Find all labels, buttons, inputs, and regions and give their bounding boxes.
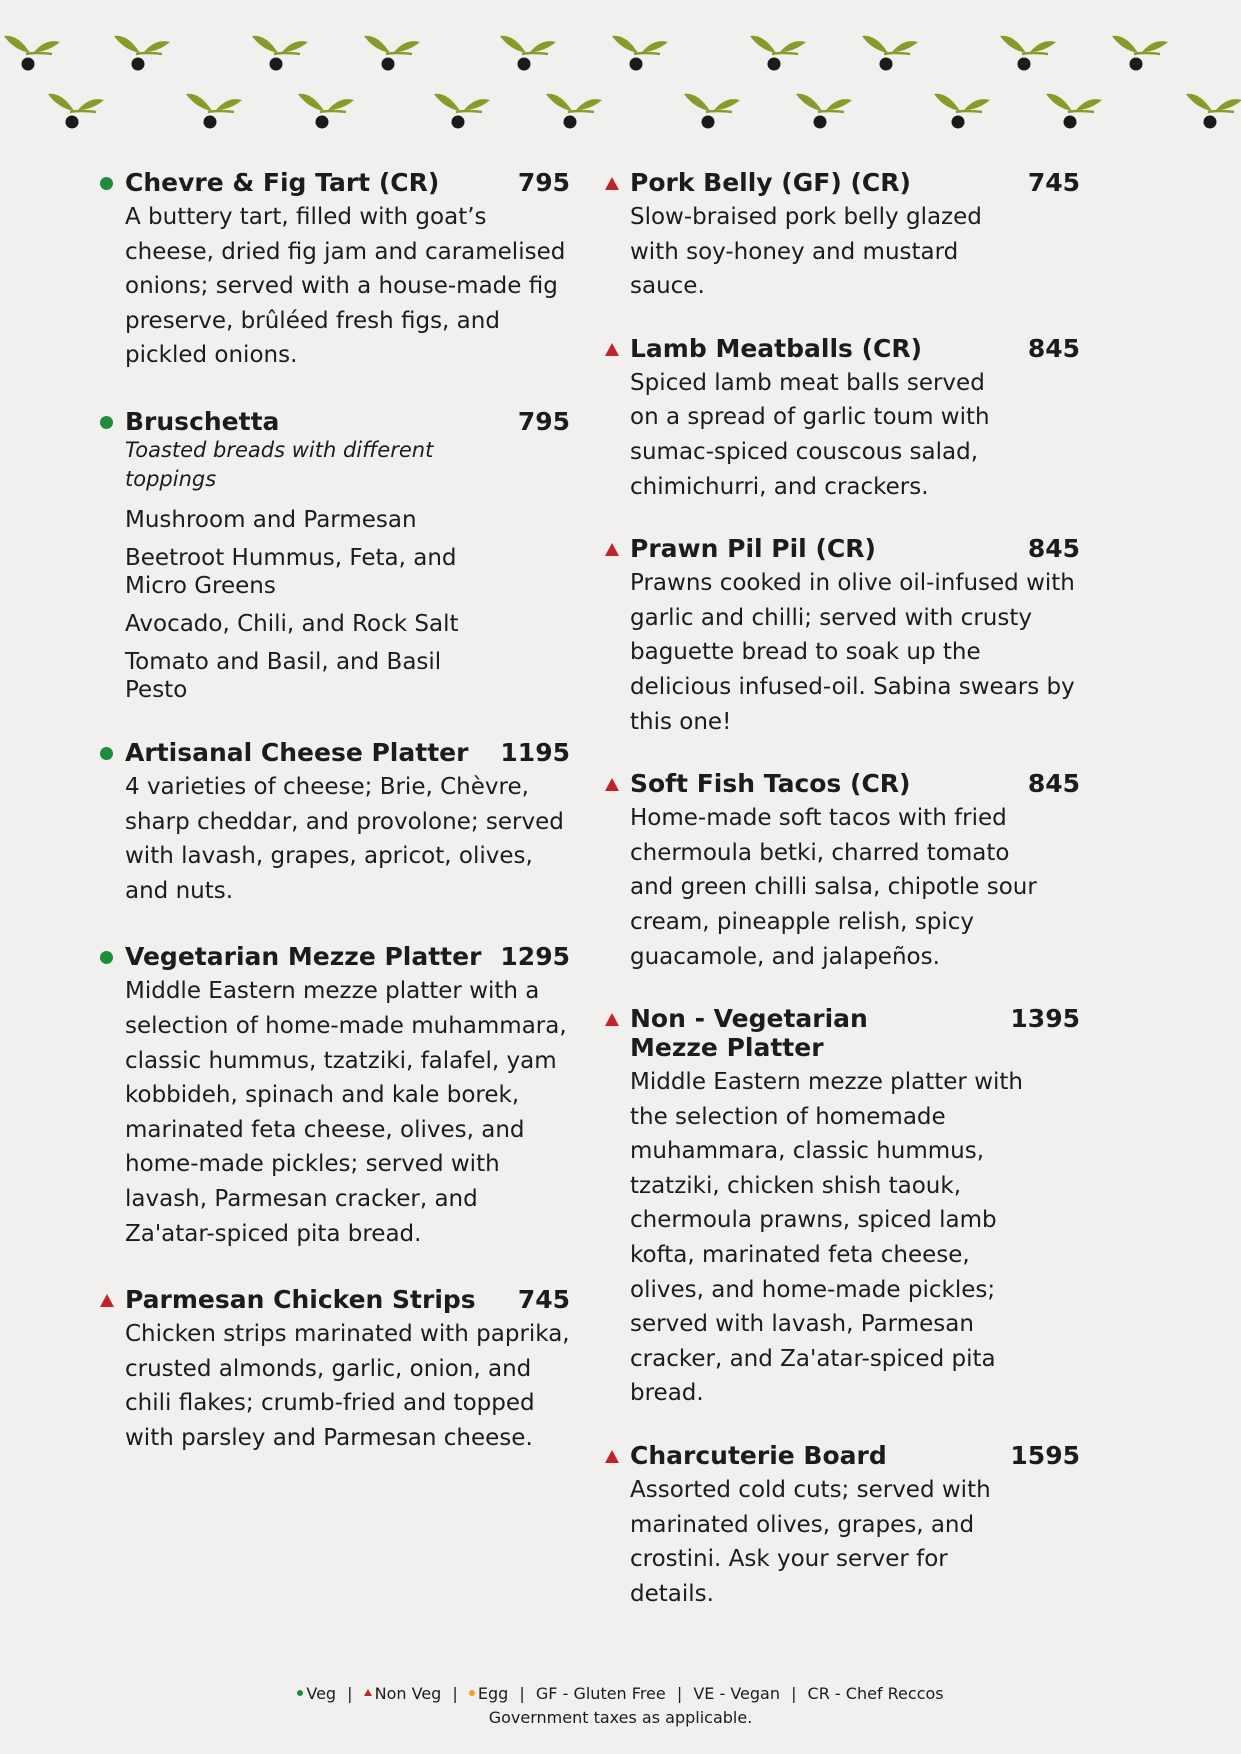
egg-legend-icon <box>469 1690 475 1696</box>
item-price: 845 <box>1027 534 1080 564</box>
legend-gf: GF - Gluten Free <box>535 1684 666 1703</box>
veg-icon <box>100 951 113 964</box>
non-veg-icon <box>605 343 619 356</box>
menu-item <box>605 1441 1080 1611</box>
legend-separator: | <box>791 1684 797 1703</box>
menu-item <box>605 534 1080 739</box>
olive-sprig-icon <box>252 36 308 71</box>
olive-sprig-icon <box>4 36 60 71</box>
item-description: Spiced lamb meat balls served on a spread of garlic toum with sumac-spiced couscous salad, chimichurri, and crackers. <box>630 369 990 500</box>
non-veg-icon <box>605 543 619 556</box>
legend-separator: | <box>347 1684 353 1703</box>
veg-icon <box>100 416 113 429</box>
olive-sprig-icon <box>612 36 668 71</box>
item-description: Chicken strips marinated with paprika, crusted almonds, garlic, onion, and chili flakes; crumb-fried and topped with parsley and Parmesan cheese. <box>125 1321 570 1451</box>
menu-item <box>605 334 1080 504</box>
item-name: Bruschetta <box>125 406 280 436</box>
olive-sprig-icon <box>434 94 490 129</box>
item-price: 795 <box>517 168 570 197</box>
legend-veg: Veg <box>306 1684 337 1703</box>
olive-sprig-icon <box>364 36 420 71</box>
item-description: Middle Eastern mezze platter with a selection of home-made muhammara, classic hummus, tzatziki, falafel, yam kobbideh, spinach and kale borek, marinated feta cheese, olives, and home-made pickles; served with lavash, Parmesan cracker, and Za'atar-spiced pita bread. <box>125 978 567 1247</box>
item-description: Home-made soft tacos with fried chermoula betki, charred tomato and green chilli salsa, chipotle sour cream, pineapple relish, spicy guacamole, and jalapeños. <box>630 805 1037 970</box>
tax-note: Government taxes as applicable. <box>488 1708 753 1727</box>
item-price: 1195 <box>500 737 570 767</box>
olive-sprig-icon <box>186 94 242 129</box>
legend-line <box>0 1682 1241 1706</box>
item-name: Parmesan Chicken Strips <box>125 1285 476 1315</box>
menu-item <box>605 1004 1080 1411</box>
olive-sprig-icon <box>500 36 556 71</box>
olive-sprig-icon <box>298 94 354 129</box>
olive-sprig-icon <box>114 36 170 71</box>
topping-option: Avocado, Chili, and Rock Salt <box>125 610 459 637</box>
item-price: 845 <box>1027 769 1080 799</box>
topping-option: Tomato and Basil, and Basil Pesto <box>125 648 442 703</box>
veg-icon <box>100 747 113 760</box>
item-name: Lamb Meatballs (CR) <box>630 333 923 363</box>
legend-separator: | <box>452 1684 458 1703</box>
olive-sprig-icon <box>1186 94 1241 129</box>
legend-cr: CR - Chef Reccos <box>807 1684 944 1703</box>
item-description: Middle Eastern mezze platter with the selection of homemade muhammara, classic hummus, tzatziki, chicken shish taouk, chermoula prawns, spiced lamb kofta, marinated feta cheese, olives, and home-made pickles; served with lavash, Parmesan cracker, and Za'atar-spiced pita bread. <box>630 1069 1023 1407</box>
olive-sprig-icon <box>48 94 104 129</box>
veg-icon <box>100 177 113 190</box>
menu-item <box>100 407 570 704</box>
menu-column-left <box>100 168 570 1455</box>
non-veg-icon <box>100 1294 114 1307</box>
item-description: Assorted cold cuts; served with marinated olives, grapes, and crostini. Ask your server for details. <box>630 1477 991 1607</box>
item-price: 845 <box>1027 333 1080 363</box>
non-veg-icon <box>605 778 619 791</box>
olive-sprig-icon <box>750 36 806 71</box>
item-price: 745 <box>517 1285 570 1315</box>
olive-sprig-icon <box>684 94 740 129</box>
item-subtitle: Toasted breads with different toppings <box>125 437 434 491</box>
olive-sprig-icon <box>546 94 602 129</box>
menu-item <box>100 168 570 373</box>
menu-item <box>100 738 570 908</box>
item-name: Vegetarian Mezze Platter <box>125 942 482 972</box>
item-description: Prawns cooked in olive oil-infused with garlic and chilli; served with crusty baguette bread to soak up the delicious infused-oil. Sabina swears by this one! <box>630 570 1075 735</box>
veg-legend-icon <box>297 1690 303 1696</box>
item-price: 1395 <box>1010 1004 1080 1034</box>
non-veg-icon <box>605 1013 619 1026</box>
olive-sprig-icon <box>796 94 852 129</box>
menu-column-right <box>605 168 1080 1611</box>
topping-option: Mushroom and Parmesan <box>125 506 417 533</box>
item-name: Chevre & Fig Tart (CR) <box>125 168 440 197</box>
item-name: Soft Fish Tacos (CR) <box>630 769 911 799</box>
legend-separator: | <box>519 1684 525 1703</box>
olive-sprig-icon <box>1112 36 1168 71</box>
olive-decoration <box>0 0 1241 140</box>
menu-item <box>605 769 1080 974</box>
olive-sprig-icon <box>1000 36 1056 71</box>
item-description: Slow-braised pork belly glazed with soy-honey and mustard sauce. <box>630 204 982 300</box>
item-price: 795 <box>517 406 570 436</box>
non-veg-icon <box>605 177 619 190</box>
item-price: 1595 <box>1010 1441 1080 1471</box>
legend <box>0 1682 1241 1730</box>
menu-item <box>605 168 1080 304</box>
olive-sprig-icon <box>862 36 918 71</box>
topping-option: Beetroot Hummus, Feta, and Micro Greens <box>125 544 457 599</box>
non-veg-icon <box>605 1450 619 1463</box>
menu-item <box>100 942 570 1251</box>
legend-nonveg: Non Veg <box>374 1684 442 1703</box>
item-description: 4 varieties of cheese; Brie, Chèvre, sharp cheddar, and provolone; served with lavash, grapes, apricot, olives, and nuts. <box>125 773 564 904</box>
olive-sprig-icon <box>1046 94 1102 129</box>
menu-item <box>100 1285 570 1455</box>
item-name: Charcuterie Board <box>630 1441 887 1471</box>
item-name: Prawn Pil Pil (CR) <box>630 534 876 564</box>
olive-sprig-icon <box>934 94 990 129</box>
legend-separator: | <box>676 1684 683 1703</box>
item-description: A buttery tart, filled with goat’s cheese, dried fig jam and caramelised onions; served with a house-made fig preserve, brûléed fresh figs, and pickled onions. <box>125 204 566 369</box>
item-name: Artisanal Cheese Platter <box>125 737 469 767</box>
item-price: 1295 <box>500 942 570 972</box>
legend-egg: Egg <box>477 1684 509 1703</box>
item-price: 745 <box>1027 168 1080 197</box>
item-name: Non - Vegetarian Mezze Platter <box>630 1004 868 1063</box>
legend-ve: VE - Vegan <box>693 1684 780 1703</box>
item-name: Pork Belly (GF) (CR) <box>630 168 911 197</box>
non-veg-legend-icon <box>364 1689 372 1696</box>
